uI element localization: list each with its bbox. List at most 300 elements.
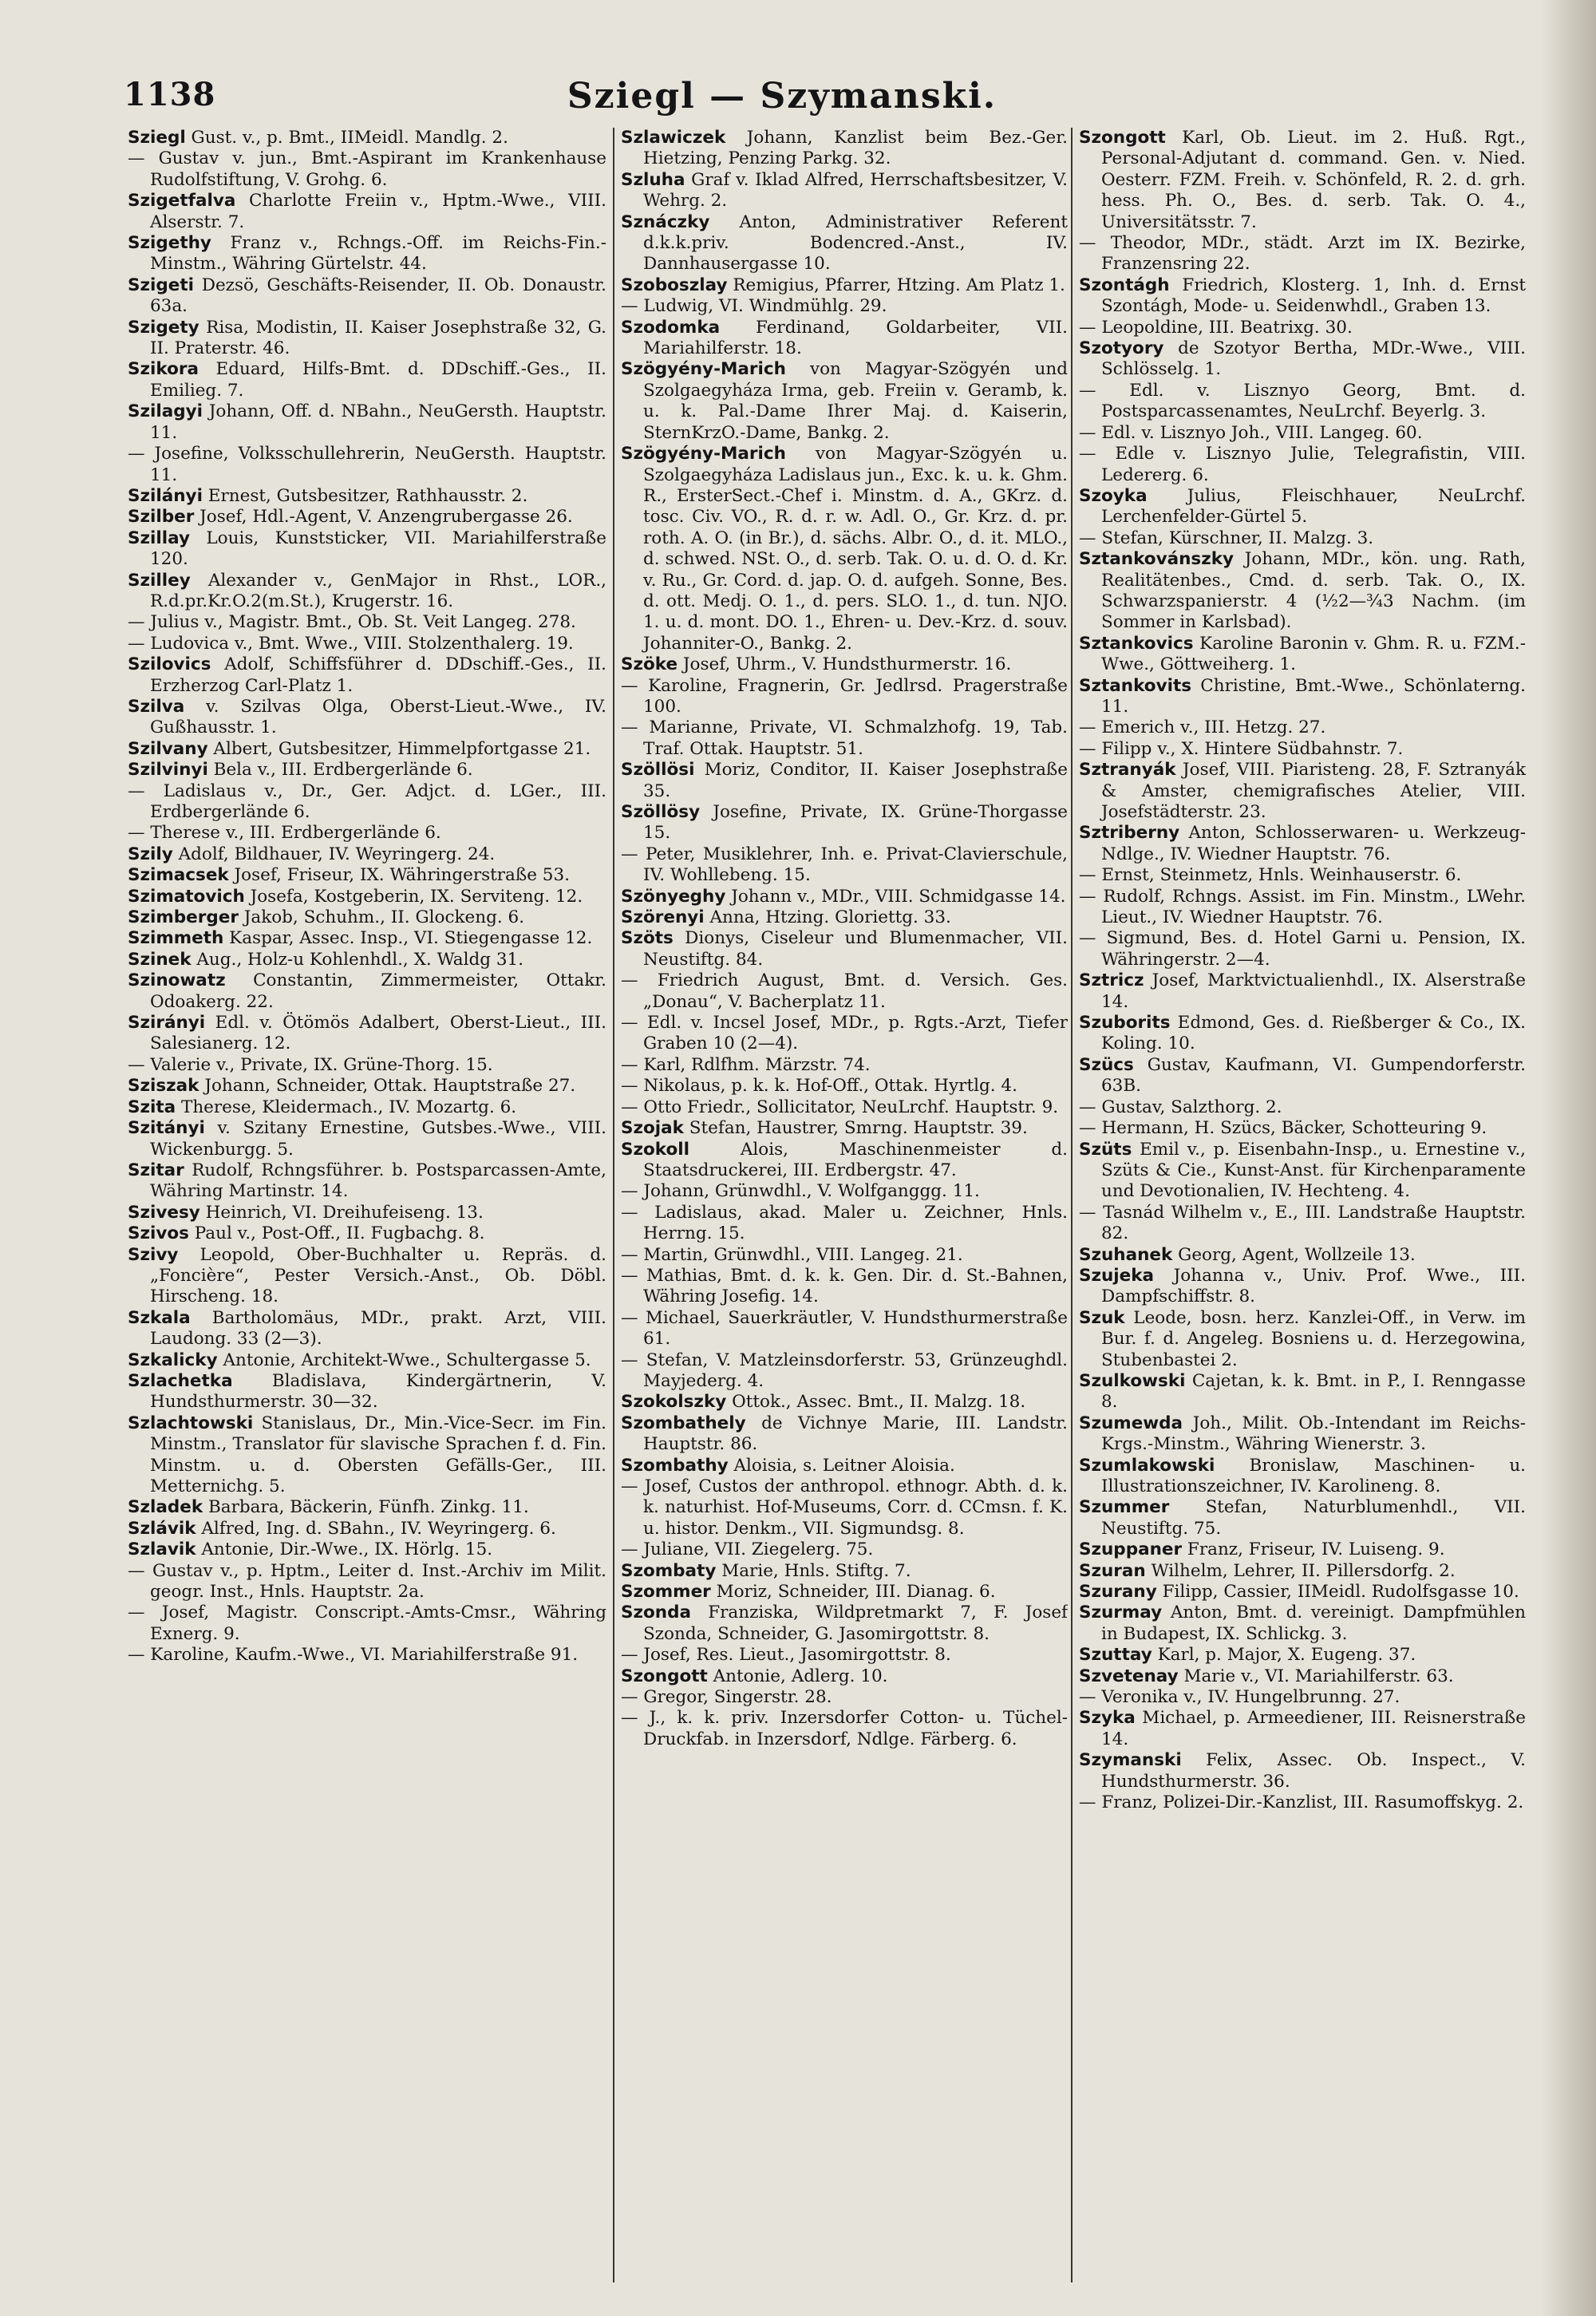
directory-entry [621, 1308, 1068, 1350]
entry-details: — Filipp v., X. Hintere Südbahnstr. 7. [1079, 738, 1404, 759]
directory-entry [621, 717, 1068, 760]
entry-details: Johann, Off. d. NBahn., NeuGersth. Hauptstr. 11. [150, 401, 606, 443]
directory-entry [621, 1561, 1068, 1582]
directory-entry [128, 1308, 606, 1350]
entry-surname: Szöllösy [621, 802, 701, 822]
directory-entry [1079, 676, 1526, 718]
directory-entry [128, 233, 606, 275]
column-divider [613, 128, 614, 2282]
directory-entry [128, 507, 606, 528]
entry-details: — Friedrich August, Bmt. d. Versich. Ges. „Donau“, V. Bacherplatz 11. [621, 970, 1068, 1012]
entry-details: Johann, Schneider, Ottak. Hauptstraße 27. [199, 1076, 576, 1097]
directory-entry [128, 781, 606, 824]
entry-surname: Sztankovics [1079, 633, 1194, 654]
entry-surname: Szommer [621, 1582, 711, 1603]
directory-entry [128, 1561, 606, 1603]
directory-entry [128, 1497, 606, 1518]
entry-details: Ernest, Gutsbesitzer, Rathhausstr. 2. [202, 485, 528, 506]
directory-entry [128, 1013, 606, 1055]
entry-surname: Szlachetka [128, 1370, 233, 1391]
entry-surname: Szuttay [1079, 1645, 1152, 1666]
entry-surname: Szlachtowski [128, 1413, 254, 1433]
entry-details: — Sigmund, Bes. d. Hotel Garni u. Pension, IX. Währingerstr. 2—4. [1079, 928, 1526, 970]
entry-details: von Magyar-Szögyén und Szolgaegyháza Irma, geb. Freiin v. Geramb, k. u. k. Pal.-Dame Ihrer Maj. d. Kaiserin, SternKrzO.-Dame, Bankg. 2. [643, 359, 1068, 443]
entry-surname: Szimberger [128, 907, 239, 928]
entry-details: — Franz, Polizei-Dir.-Kanzlist, III. Rasumoffskyg. 2. [1079, 1792, 1524, 1813]
entry-details: — Ladislaus v., Dr., Ger. Adjct. d. LGer., III. Erdbergerlände 6. [128, 781, 606, 822]
entry-details: Johann, Kanzlist beim Bez.-Ger. Hietzing, Penzing Parkg. 32. [643, 128, 1068, 169]
entry-details: — Edl. v. Incsel Josef, MDr., p. Rgts.-Arzt, Tiefer Graben 10 (2—4). [621, 1013, 1068, 1054]
entry-details: — Mathias, Bmt. d. k. k. Gen. Dir. d. St.-Bahnen, Währing Josefig. 14. [621, 1265, 1068, 1307]
entry-details: Remigius, Pfarrer, Htzing. Am Platz 1. [727, 275, 1065, 295]
directory-entry [621, 444, 1068, 654]
entry-details: Stefan, Naturblumenhdl., VII. Neustiftg. 75. [1101, 1497, 1526, 1539]
directory-entry [621, 1708, 1068, 1750]
directory-entry [621, 1118, 1068, 1139]
directory-entry [621, 1055, 1068, 1076]
entry-surname: Szögyény-Marich [621, 444, 786, 464]
entry-surname: Szilvany [128, 738, 208, 759]
directory-entry [128, 1519, 606, 1539]
directory-entry [1079, 1750, 1526, 1792]
directory-entry [128, 634, 606, 654]
entry-details: de Szotyor Bertha, MDr.-Wwe., VIII. Schlösselg. 1. [1101, 338, 1526, 380]
directory-entry [621, 1140, 1068, 1182]
entry-details: Anton, Bmt. d. vereinigt. Dampfmühlen in Budapest, IX. Schlickg. 3. [1101, 1603, 1526, 1644]
entry-details: Franz, Friseur, IV. Luiseng. 9. [1182, 1539, 1445, 1560]
directory-entry [621, 928, 1068, 970]
directory-entry [128, 844, 606, 865]
directory-entry [1079, 444, 1526, 486]
entry-surname: Szuran [1079, 1560, 1146, 1581]
entry-details: Marie, Hnls. Stiftg. 7. [716, 1560, 911, 1581]
directory-entry [1079, 318, 1526, 338]
directory-entry [621, 1181, 1068, 1202]
directory-entry [1079, 887, 1526, 929]
entry-details: v. Szilvas Olga, Oberst-Lieut.-Wwe., IV. Gußhausstr. 1. [150, 696, 606, 738]
directory-entry [1079, 1497, 1526, 1539]
entry-surname: Szinek [128, 949, 192, 970]
entry-details: Rudolf, Rchngsführer. b. Postsparcassen-Amte, Währing Martinstr. 14. [150, 1160, 606, 1202]
directory-entry [621, 359, 1068, 444]
entry-surname: Szilley [128, 570, 191, 591]
entry-details: Adolf, Bildhauer, IV. Weyringerg. 24. [172, 844, 496, 864]
page-number: 1138 [124, 76, 216, 113]
entry-details: — Gustav v., p. Hptm., Leiter d. Inst.-Archiv im Milit. geogr. Inst., Hnls. Hauptstr. 2a. [128, 1560, 606, 1603]
directory-entry [1079, 1645, 1526, 1666]
entry-details: Edl. v. Ötömös Adalbert, Oberst-Lieut., III. Salesianerg. 12. [150, 1013, 606, 1054]
directory-entry [1079, 1371, 1526, 1413]
entry-surname: Szigetfalva [128, 191, 236, 211]
directory-entry [621, 654, 1068, 675]
directory-entry [1079, 1456, 1526, 1498]
directory-entry [1079, 528, 1526, 549]
directory-entry [1079, 823, 1526, 865]
entry-surname: Szimmeth [128, 928, 224, 949]
entry-surname: Szokoll [621, 1139, 689, 1160]
entry-surname: Szujeka [1079, 1265, 1155, 1286]
entry-surname: Szurmay [1079, 1603, 1163, 1623]
entry-surname: Szirányi [128, 1013, 206, 1034]
directory-entry [621, 1266, 1068, 1308]
entry-details: — Nikolaus, p. k. k. Hof-Off., Ottak. Hyrtlg. 4. [621, 1076, 1017, 1097]
entry-details: Emil v., p. Eisenbahn-Insp., u. Ernestine v., Szüts & Cie., Kunst-Anst. für Kirchenparamente und Devotionalien, IV. Hechteng. 4. [1101, 1139, 1526, 1202]
entry-details: — Tasnád Wilhelm v., E., III. Landstraße Hauptstr. 82. [1079, 1202, 1526, 1244]
directory-entry [128, 1245, 606, 1308]
directory-entry [128, 486, 606, 507]
entry-surname: Sztranyák [1079, 760, 1176, 781]
directory-entry [1079, 1308, 1526, 1371]
entry-surname: Szombathely [621, 1413, 746, 1433]
entry-details: — Rudolf, Rchngs. Assist. im Fin. Minstm., LWehr. Lieut., IV. Wiedner Hauptstr. 76. [1079, 886, 1526, 928]
entry-surname: Szönyeghy [621, 886, 726, 907]
directory-entry [621, 1539, 1068, 1560]
entry-details: Georg, Agent, Wollzeile 13. [1172, 1244, 1416, 1265]
entry-surname: Szoboszlay [621, 275, 728, 295]
entry-surname: Szontágh [1079, 275, 1170, 295]
entry-surname: Szikora [128, 359, 199, 380]
directory-entry [621, 676, 1068, 718]
entry-details: — Josef, Custos der anthropol. ethnogr. Abth. d. k. k. naturhist. Hof-Museums, Corr. d. CCmsn. f. K. u. histor. Denkm., VII. Sigmundsg. 8. [621, 1476, 1068, 1539]
entry-surname: Szily [128, 844, 173, 864]
entry-details: Karl, Ob. Lieut. im 2. Huß. Rgt., Personal-Adjutant d. command. Gen. v. Nied. Oesterr. FZM. Freih. v. Schönfeld, R. 2. d. grh. hess. Ph. O., Bes. d. serb. Tak. O. 4., Universitätsstr. 7. [1101, 128, 1526, 232]
entry-details: Friedrich, Klosterg. 1, Inh. d. Ernst Szontágh, Mode- u. Seidenwhdl., Graben 13. [1101, 275, 1526, 317]
directory-entry [621, 1603, 1068, 1645]
entry-surname: Szivy [128, 1244, 179, 1265]
directory-entry [1079, 1413, 1526, 1456]
entry-details: — Stefan, Kürschner, II. Malzg. 3. [1079, 528, 1374, 548]
entry-surname: Szilber [128, 507, 195, 528]
entry-details: — Hermann, H. Szücs, Bäcker, Schotteuring 9. [1079, 1118, 1487, 1139]
entry-details: Karl, p. Major, X. Eugeng. 37. [1152, 1645, 1416, 1666]
entry-details: — Edl. v. Lisznyo Joh., VIII. Langeg. 60. [1079, 422, 1423, 443]
directory-entry [128, 654, 606, 697]
entry-surname: Szojak [621, 1118, 684, 1139]
entry-details: Bartholomäus, MDr., prakt. Arzt, VIII. Laudong. 33 (2—3). [150, 1307, 606, 1350]
entry-surname: Szvetenay [1079, 1666, 1179, 1686]
entry-surname: Sziegl [128, 128, 186, 148]
directory-entry [128, 1645, 606, 1666]
directory-entry [128, 275, 606, 318]
directory-entry [1079, 1539, 1526, 1560]
entry-surname: Sztankovits [1079, 675, 1192, 696]
directory-entry [128, 1203, 606, 1223]
entry-details: — J., k. k. priv. Inzersdorfer Cotton- u. Tüchel-Druckfab. in Inzersdorf, Ndlge. Färberg. 6. [621, 1708, 1068, 1749]
entry-details: — Ludwig, VI. Windmühlg. 29. [621, 296, 887, 317]
directory-entry [621, 296, 1068, 317]
entry-surname: Szladek [128, 1497, 203, 1518]
entry-details: Franziska, Wildpretmarkt 7, F. Josef Szonda, Schneider, G. Jasomirgottstr. 8. [643, 1603, 1068, 1644]
directory-entry [128, 970, 606, 1013]
directory-entry [128, 359, 606, 401]
entry-surname: Szilányi [128, 485, 203, 506]
entry-details: Heinrich, VI. Dreihufeiseng. 13. [200, 1202, 484, 1223]
entry-details: Josefa, Kostgeberin, IX. Serviteng. 12. [244, 886, 583, 907]
entry-surname: Szumlakowski [1079, 1455, 1215, 1476]
directory-entry [621, 128, 1068, 170]
entry-surname: Sztriberny [1079, 823, 1180, 844]
entry-details: Kaspar, Assec. Insp., VI. Stiegengasse 12. [223, 928, 593, 949]
entry-details: — Julius v., Magistr. Bmt., Ob. St. Veit Langeg. 278. [128, 612, 576, 633]
entry-details: Bela v., III. Erdbergerlände 6. [207, 760, 473, 781]
directory-entry [1079, 928, 1526, 970]
entry-details: Filipp, Cassier, IIMeidl. Rudolfsgasse 10. [1156, 1582, 1519, 1603]
directory-entry [621, 1392, 1068, 1413]
directory-entry [1079, 1792, 1526, 1813]
entry-details: Risa, Modistin, II. Kaiser Josephstraße 32, G. II. Praterstr. 46. [150, 317, 606, 359]
entry-surname: Szlavik [128, 1539, 196, 1560]
entry-details: Barbara, Bäckerin, Fünfh. Zinkg. 11. [203, 1497, 529, 1518]
directory-entry [621, 1476, 1068, 1539]
entry-surname: Szummer [1079, 1497, 1170, 1518]
entry-details: — Michael, Sauerkräutler, V. Hundsthurmerstraße 61. [621, 1307, 1068, 1350]
entry-details: Christine, Bmt.-Wwe., Schönlaterng. 11. [1101, 675, 1526, 717]
entry-details: Antonie, Architekt-Wwe., Schultergasse 5. [217, 1350, 591, 1370]
directory-entry [1079, 1603, 1526, 1645]
directory-entry [128, 1076, 606, 1097]
entry-details: — Karoline, Fragnerin, Gr. Jedlrsd. Pragerstraße 100. [621, 675, 1068, 717]
entry-details: — Josef, Magistr. Conscript.-Amts-Cmsr., Währing Exnerg. 9. [128, 1603, 606, 1644]
entry-surname: Szitar [128, 1160, 184, 1180]
entry-details: Felix, Assec. Ob. Inspect., V. Hundsthurmerstr. 36. [1101, 1750, 1526, 1792]
entry-surname: Szlávik [128, 1518, 196, 1539]
directory-entry [128, 1413, 606, 1498]
entry-details: Anton, Schlosserwaren- u. Werkzeug-Ndlge., IV. Wiedner Hauptstr. 76. [1101, 823, 1526, 864]
entry-details: Paul v., Post-Off., II. Fugbachg. 8. [188, 1223, 485, 1244]
entry-details: — Peter, Musiklehrer, Inh. e. Privat-Clavierschule, IV. Wohllebeng. 15. [621, 844, 1068, 886]
entry-surname: Szigety [128, 317, 200, 338]
entry-surname: Szilovics [128, 654, 211, 675]
entry-details: — Veronika v., IV. Hungelbrunng. 27. [1079, 1687, 1400, 1708]
entry-surname: Szörenyi [621, 907, 705, 928]
entry-surname: Szlawiczek [621, 128, 726, 148]
entry-details: Dezsö, Geschäfts-Reisender, II. Ob. Donaustr. 63a. [150, 275, 606, 317]
entry-surname: Szkala [128, 1307, 191, 1328]
entry-details: v. Szitany Ernestine, Gutsbes.-Wwe., VIII. Wickenburgg. 5. [150, 1118, 606, 1160]
entry-details: — Gustav, Salzthorg. 2. [1079, 1097, 1282, 1117]
entry-details: Josef, Hdl.-Agent, V. Anzengrubergasse 26. [194, 507, 573, 528]
directory-entry [1079, 1561, 1526, 1582]
entry-details: — Gregor, Singerstr. 28. [621, 1687, 832, 1708]
entry-details: Albert, Gutsbesitzer, Himmelpfortgasse 21. [207, 738, 591, 759]
directory-entry [1079, 1055, 1526, 1097]
entry-details: — Josef, Res. Lieut., Jasomirgottstr. 8. [621, 1645, 951, 1666]
entry-surname: Szücs [1079, 1054, 1134, 1075]
directory-entry [128, 865, 606, 886]
entry-surname: Szuhanek [1079, 1244, 1173, 1265]
directory-entry [621, 275, 1068, 296]
page-edge-shadow [1540, 0, 1596, 2316]
directory-entry [621, 970, 1068, 1013]
entry-details: Anna, Htzing. Gloriettg. 33. [704, 907, 951, 928]
entry-surname: Szinowatz [128, 970, 226, 991]
entry-surname: Szitányi [128, 1118, 205, 1139]
directory-entry [1079, 1118, 1526, 1139]
entry-surname: Szombathy [621, 1455, 729, 1476]
entry-surname: Sztankovánszky [1079, 549, 1235, 570]
directory-entry [128, 739, 606, 760]
entry-details: — Ludovica v., Bmt. Wwe., VIII. Stolzenthalerg. 19. [128, 633, 574, 654]
entry-surname: Szonda [621, 1603, 691, 1623]
directory-entry [621, 887, 1068, 907]
entry-details: — Karl, Rdlfhm. Märzstr. 74. [621, 1054, 871, 1075]
page-title: Sziegl — Szymanski. [567, 76, 998, 117]
entry-details: Aug., Holz-u Kohlenhdl., X. Waldg 31. [191, 949, 524, 970]
entry-details: — Josefine, Volksschullehrerin, NeuGersth. Hauptstr. 11. [128, 444, 606, 485]
entry-details: Graf v. Iklad Alfred, Herrschaftsbesitzer, V. Wehrg. 2. [643, 169, 1068, 211]
directory-entry [128, 823, 606, 844]
entry-details: Josef, Marktvictualienhdl., IX. Alserstraße 14. [1101, 970, 1526, 1012]
entry-details: — Marianne, Private, VI. Schmalzhofg. 19, Tab. Traf. Ottak. Hauptstr. 51. [621, 717, 1068, 759]
entry-details: Constantin, Zimmermeister, Ottakr. Odoakerg. 22. [150, 970, 606, 1012]
entry-surname: Szoyka [1079, 485, 1148, 506]
directory-entry [621, 907, 1068, 928]
entry-details: Aloisia, s. Leitner Aloisia. [728, 1455, 955, 1476]
directory-entry [128, 1097, 606, 1118]
entry-details: Josef, Friseur, IX. Währingerstraße 53. [228, 865, 570, 886]
entry-surname: Szögyény-Marich [621, 359, 786, 380]
directory-entry [1079, 275, 1526, 318]
entry-details: Antonie, Dir.-Wwe., IX. Hörlg. 15. [196, 1539, 493, 1560]
directory-entry [1079, 1582, 1526, 1603]
directory-entry [128, 1118, 606, 1160]
directory-entry [1079, 865, 1526, 886]
directory-entry [128, 1603, 606, 1645]
entry-surname: Szombaty [621, 1560, 717, 1581]
directory-entry [128, 1371, 606, 1413]
entry-details: Alois, Maschinenmeister d. Staatsdruckerei, III. Erdbergstr. 47. [643, 1139, 1068, 1180]
entry-details: Karoline Baronin v. Ghm. R. u. FZM.-Wwe., Göttweiherg. 1. [1101, 633, 1526, 675]
directory-entry [128, 1160, 606, 1203]
entry-surname: Szivesy [128, 1202, 200, 1223]
directory-entry [1079, 739, 1526, 760]
entry-details: de Vichnye Marie, III. Landstr. Hauptstr. 86. [643, 1413, 1068, 1455]
entry-details: — Johann, Grünwdhl., V. Wolfganggg. 11. [621, 1181, 980, 1202]
page-header [124, 76, 1440, 125]
directory-entry [128, 612, 606, 633]
directory-entry [621, 1097, 1068, 1118]
entry-details: Alfred, Ing. d. SBahn., IV. Weyringerg. 6. [196, 1518, 556, 1539]
entry-details: — Valerie v., Private, IX. Grüne-Thorg. 15. [128, 1054, 493, 1075]
entry-surname: Szigeti [128, 275, 194, 295]
entry-surname: Szilvinyi [128, 760, 208, 781]
entry-details: Moriz, Schneider, III. Dianag. 6. [710, 1582, 996, 1603]
entry-details: — Juliane, VII. Ziegelerg. 75. [621, 1539, 874, 1560]
directory-entry [1079, 423, 1526, 444]
directory-entry [1079, 970, 1526, 1013]
entry-details: Gust. v., p. Bmt., IIMeidl. Mandlg. 2. [185, 128, 508, 148]
entry-details: — Otto Friedr., Sollicitator, NeuLrchf. Hauptstr. 9. [621, 1097, 1059, 1117]
entry-details: Joh., Milit. Ob.-Intendant im Reichs-Krgs.-Minstm., Währing Wienerstr. 3. [1101, 1413, 1526, 1455]
directory-entry [621, 1687, 1068, 1708]
entry-details: Bladislava, Kindergärtnerin, V. Hundsthurmerstr. 30—32. [150, 1370, 606, 1413]
directory-entry [128, 1223, 606, 1244]
entry-details: Gustav, Kaufmann, VI. Gumpendorferstr. 63B. [1101, 1054, 1526, 1097]
entry-details: Julius, Fleischhauer, NeuLrchf. Lerchenfelder-Gürtel 5. [1101, 485, 1526, 528]
entry-details: — Leopoldine, III. Beatrixg. 30. [1079, 317, 1353, 338]
entry-surname: Szuk [1079, 1307, 1125, 1328]
entry-surname: Szita [128, 1097, 176, 1117]
column-3 [1079, 128, 1526, 2282]
entry-surname: Szöllösi [621, 760, 695, 781]
directory-entry [1079, 1203, 1526, 1245]
entry-details: Johann, MDr., kön. ung. Rath, Realitätenbes., Cmd. d. serb. Tak. O., IX. Schwarzspanierstr. 4 (½2—¾3 Nachm. (im Sommer in Karlsbad). [1101, 549, 1526, 633]
entry-details: — Ernst, Steinmetz, Hnls. Weinhauserstr. 6. [1079, 865, 1462, 886]
directory-entry [1079, 338, 1526, 381]
entry-details: Ferdinand, Goldarbeiter, VII. Mariahilferstr. 18. [643, 317, 1068, 359]
entry-details: — Martin, Grünwdhl., VIII. Langeg. 21. [621, 1244, 963, 1265]
directory-entry [1079, 1097, 1526, 1118]
directory-entry [1079, 1708, 1526, 1750]
entry-details: — Edl. v. Lisznyo Georg, Bmt. d. Postsparcassenamtes, NeuLrchf. Beyerlg. 3. [1079, 380, 1526, 422]
directory-entry [1079, 1687, 1526, 1708]
directory-entry [621, 1203, 1068, 1245]
directory-entry [621, 844, 1068, 887]
column-1 [128, 128, 606, 2282]
entry-details: — Edle v. Lisznyo Julie, Telegrafistin, VIII. Ledererg. 6. [1079, 444, 1526, 485]
directory-entry [128, 697, 606, 739]
directory-entry [128, 148, 606, 191]
entry-details: Josef, VIII. Piaristeng. 28, F. Sztranyák & Amster, chemigrafisches Atelier, VIII. Josefstädterstr. 23. [1101, 760, 1526, 822]
directory-entry [1079, 634, 1526, 676]
entry-surname: Szuborits [1079, 1013, 1171, 1034]
entry-details: Alexander v., GenMajor in Rhst., LOR., R.d.pr.Kr.O.2(m.St.), Krugerstr. 16. [150, 570, 606, 611]
entry-details: Anton, Administrativer Referent d.k.k.priv. Bodencred.-Anst., IV. Dannhausergasse 10. [643, 211, 1068, 275]
directory-entry [621, 1582, 1068, 1603]
entry-details: Ottok., Assec. Bmt., II. Malzg. 18. [726, 1392, 1026, 1413]
entry-surname: Szimacsek [128, 865, 229, 886]
directory-entry [128, 1350, 606, 1371]
directory-entry [1079, 381, 1526, 423]
entry-details: Stefan, Haustrer, Smrng. Hauptstr. 39. [683, 1118, 1028, 1139]
directory-entry [1079, 233, 1526, 275]
entry-surname: Szimatovich [128, 886, 245, 907]
entry-surname: Szulkowski [1079, 1370, 1186, 1391]
entry-details: Leode, bosn. herz. Kanzlei-Off., in Verw. im Bur. f. d. Angeleg. Bosniens u. d. Herzegowina, Stubenbastei 2. [1101, 1307, 1526, 1370]
entry-details: Edmond, Ges. d. Rießberger & Co., IX. Koling. 10. [1101, 1013, 1526, 1054]
directory-entry [1079, 549, 1526, 634]
entry-details: von Magyar-Szögyén u. Szolgaegyháza Ladislaus jun., Exc. k. u. k. Ghm. R., ErsterSect.-Chef i. Minstm. d. A., GKrz. d. tosc. Civ. VO., R. d. r. w. Adl. O., Gr. Krz. d. pr. roth. A. O. (in Br.), d. sächs. Albr. O., d. it. MLO., d. schwed. NSt. O., d. serb. Tak. O. u. d. O. d. Kr. v. Ru., Gr. Cord. d. jap. O. d. aufgeh. Sonne, Bes. d. ott. Medj. O. 1., d. pers. SLO. 1., d. tun. NJO. 1. u. d. mont. DO. 1., Ehren- u. Dev.-Krz. d. souv. Johanniter-O., Bankg. 2. [643, 444, 1068, 654]
directory-entry [128, 191, 606, 233]
entry-details: — Theodor, MDr., städt. Arzt im IX. Bezirke, Franzensring 22. [1079, 233, 1526, 275]
directory-entry [621, 760, 1068, 802]
entry-surname: Szumewda [1079, 1413, 1183, 1433]
entry-surname: Szodomka [621, 317, 721, 338]
entry-details: Dionys, Ciseleur und Blumenmacher, VII. Neustiftg. 84. [643, 928, 1068, 970]
column-divider [1071, 128, 1073, 2282]
directory-entry [128, 128, 606, 148]
entry-surname: Szillay [128, 528, 190, 548]
entry-details: Bronislaw, Maschinen- u. Illustrationszeichner, IV. Karolineng. 8. [1101, 1455, 1526, 1496]
entry-surname: Szüts [1079, 1139, 1132, 1160]
entry-surname: Sztricz [1079, 970, 1144, 991]
directory-entry [1079, 128, 1526, 233]
directory-entry [621, 1350, 1068, 1393]
entry-details: Franz v., Rchngs.-Off. im Reichs-Fin.-Minstm., Währing Gürtelstr. 44. [150, 233, 606, 275]
directory-entry [621, 802, 1068, 844]
directory-entry [621, 212, 1068, 275]
entry-details: Moriz, Conditor, II. Kaiser Josephstraße 35. [643, 760, 1068, 801]
directory-entry [1079, 486, 1526, 528]
entry-surname: Szymanski [1079, 1750, 1182, 1771]
entry-surname: Szotyory [1079, 338, 1164, 359]
directory-entry [128, 1055, 606, 1076]
entry-surname: Szuppaner [1079, 1539, 1183, 1560]
entry-surname: Szongott [621, 1666, 708, 1686]
directory-entry [1079, 1013, 1526, 1055]
directory-entry [128, 760, 606, 781]
directory-entry [128, 571, 606, 613]
